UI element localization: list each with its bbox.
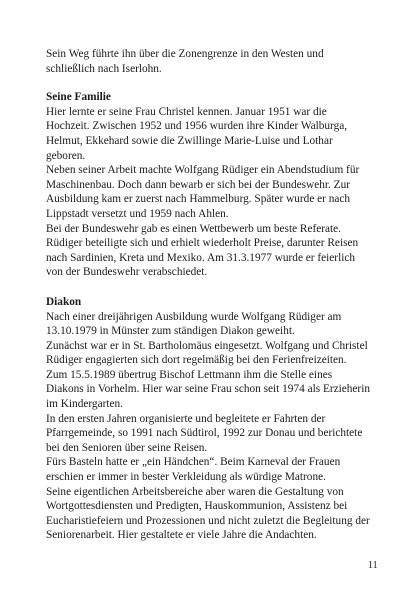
text-line: nach Sardinien, Kreta und Mexiko. Am 31.3.1977 wurde er feierlich [46,251,356,264]
text-line: Seniorenarbeit. Hier gestaltete er viele Jahre die Andachten. [46,529,317,542]
diakon-section [46,295,390,543]
text-line: Hochzeit. Zwischen 1952 und 1956 wurden ihre Kinder Walburga, [46,120,348,133]
text-line: Hier lernte er seine Frau Christel kennen. Januar 1951 war die [46,105,327,118]
text-line: Pfarrgemeinde, so 1991 nach Südtirol, 1992 zur Donau und berichtete [46,427,363,440]
text-line: Seine eigentlichen Arbeitsbereiche aber waren die Gestaltung von [46,485,344,498]
text-line: Rüdiger engagierten sich dort regelmäßig bei den Ferienfreizeiten. [46,354,347,367]
text-line: Zum 15.5.1989 übertrug Bischof Lettmann ihm die Stelle eines [46,368,333,381]
text-line: bei den Senioren über seine Reisen. [46,441,208,454]
text-line: 13.10.1979 in Münster zum ständigen Diakon geweiht. [46,325,295,338]
text-line: schließlich nach Iserlohn. [46,62,162,75]
family-heading: Seine Familie [46,91,111,104]
text-line: Helmut, Ekkehard sowie die Zwillinge Marie-Luise und Lothar [46,134,333,147]
text-line: In den ersten Jahren organisierte und begleitete er Fahrten der [46,412,326,425]
diakon-heading: Diakon [46,295,82,308]
family-section [46,90,390,280]
text-line: Fürs Basteln hatte er „ein Händchen“. Beim Karneval der Frauen [46,456,341,469]
text-line: Diakons in Vorhelm. Hier war seine Frau schon seit 1974 als Erzieherin [46,383,370,396]
intro-paragraph [46,47,390,76]
text-line: Ausbildung kam er zuerst nach Hammelburg. Später wurde er nach [46,193,351,206]
text-line: erschien er immer in bester Verkleidung als würdige Matrone. [46,471,326,484]
text-line: von der Bundeswehr verabschiedet. [46,266,208,279]
text-line: Neben seiner Arbeit machte Wolfgang Rüdiger ein Abendstudium für [46,164,360,177]
page-number: 11 [368,560,378,571]
text-line: Rüdiger beteiligte sich und erhielt wiederholt Preise, darunter Reisen [46,237,359,250]
text-line: Wortgottesdiensten und Predigten, Hauskommunion, Assistenz bei [46,500,348,513]
text-line: Sein Weg führte ihn über die Zonengrenze in den Westen und [46,48,324,60]
text-line: Bei der Bundeswehr gab es einen Wettbewerb um beste Referate. [46,222,342,235]
text-line: geboren. [46,149,86,162]
text-line: Zunächst war er in St. Bartholomäus eingesetzt. Wolfgang und Christel [46,339,368,352]
family-paragraph [46,105,390,280]
text-line: Maschinenbau. Doch dann bewarb er sich bei der Bundeswehr. Zur [46,178,350,191]
diakon-paragraph [46,310,390,544]
text-line: Lippstadt versetzt und 1959 nach Ahlen. [46,207,229,220]
text-line: im Kindergarten. [46,398,123,411]
text-line: Nach einer dreijährigen Ausbildung wurde Wolfgang Rüdiger am [46,310,342,323]
text-line: Eucharistiefeiern und Prozessionen und nicht zuletzt die Begleitung der [46,514,370,527]
